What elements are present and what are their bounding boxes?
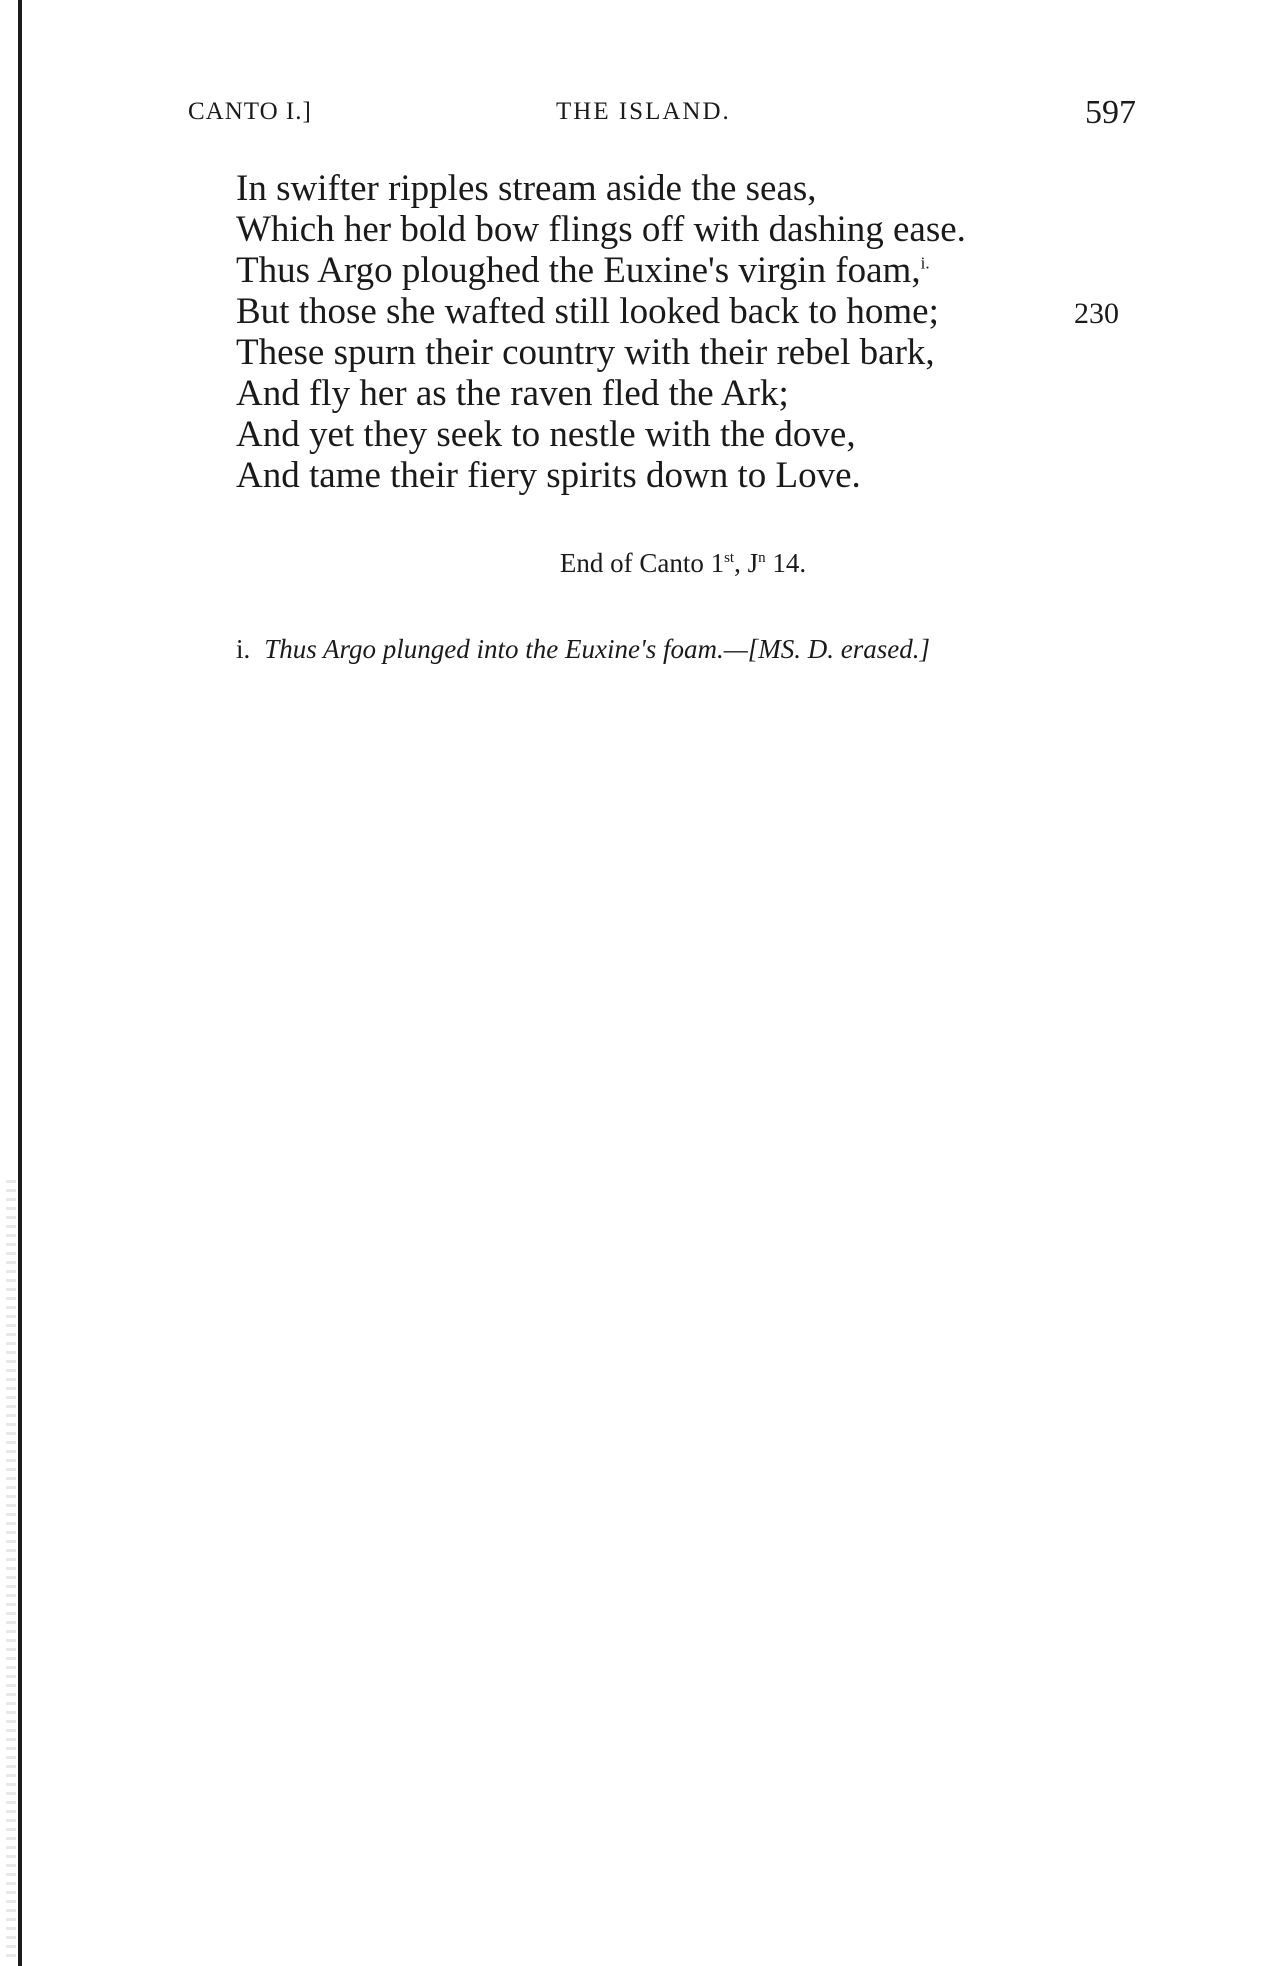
verse-line-text: But those she wafted still looked back to home; — [236, 291, 939, 332]
verse-line — [236, 250, 1136, 291]
running-head — [188, 94, 1136, 138]
verse-line-text: In swifter ripples stream aside the seas, — [236, 168, 817, 209]
verse-line-text: Thus Argo ploughed the Euxine's virgin foam, — [236, 250, 921, 291]
page-number: 597 — [1085, 94, 1136, 131]
running-head-title: THE ISLAND. — [556, 98, 731, 125]
verse-line — [236, 209, 1136, 250]
verse-line-text: And tame their fiery spirits down to Love. — [236, 455, 861, 496]
verse-line-text: And yet they seek to nestle with the dove, — [236, 414, 856, 455]
line-number: 230 — [1074, 297, 1119, 330]
end-note-prefix: End of Canto 1 — [559, 548, 725, 578]
verse-line-text: Which her bold bow flings off with dashing ease. — [236, 209, 966, 250]
verse-block — [236, 168, 1136, 496]
footnote-mark: i. — [236, 634, 251, 664]
binding-shadow — [6, 1180, 16, 1960]
end-note-month: n — [758, 550, 766, 566]
running-head-canto: CANTO I.] — [188, 98, 312, 125]
binding-edge — [18, 0, 22, 1966]
end-note-middle: , J — [734, 548, 759, 578]
verse-line-text: These spurn their country with their rebel bark, — [236, 332, 935, 373]
verse-line — [236, 168, 1136, 209]
end-note-ordinal: st — [724, 550, 735, 566]
verse-line — [236, 332, 1136, 373]
end-note-suffix: 14. — [765, 548, 807, 578]
verse-line-text: And fly her as the raven fled the Ark; — [236, 373, 789, 414]
verse-line — [236, 373, 1136, 414]
end-of-canto-note — [40, 548, 1286, 579]
footnote-reference[interactable]: i. — [920, 253, 930, 273]
footnote-text: Thus Argo plunged into the Euxine's foam.—[MS. D. erased.] — [264, 634, 931, 664]
verse-line — [236, 455, 1136, 496]
verse-line — [236, 291, 1136, 332]
verse-line — [236, 414, 1136, 455]
footnote — [236, 634, 930, 665]
